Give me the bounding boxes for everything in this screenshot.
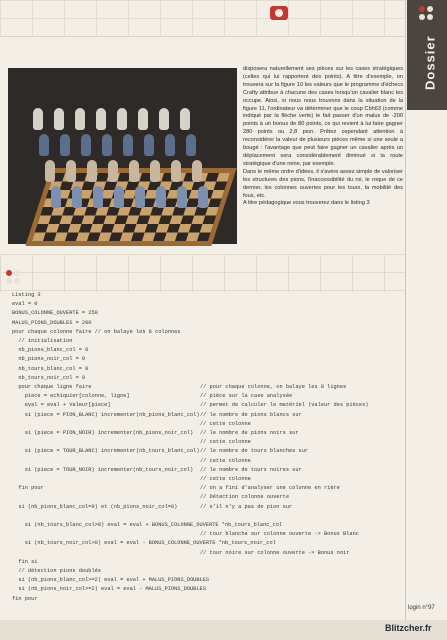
chess-piece-icon xyxy=(198,186,208,208)
code-comment: // pour chaque colonne, on balaye les 8 lignes xyxy=(200,384,347,390)
code-line: BONUS_COLONNE_OUVERTE = 250 xyxy=(12,310,98,317)
page-number: login n°97 xyxy=(408,605,435,611)
code-comment: // cette colonne xyxy=(200,457,251,464)
code-line: si (piece = PION_BLANC) incrementer(nb_pions_blanc_col) xyxy=(12,411,200,418)
code-line: nb_tours_noir_col = 0 xyxy=(12,374,86,381)
dots-logo-icon xyxy=(419,6,435,22)
code-listing xyxy=(12,292,402,610)
chess-piece-icon xyxy=(135,186,145,208)
code-line: si (nb_pions_blanc_col=0) et (nb_pions_noir_col=0) xyxy=(12,503,178,510)
margin-rule xyxy=(405,0,406,640)
code-comment: // le nombre de pions blancs sur xyxy=(200,411,302,418)
code-line: si (piece = TOUR_BLANC) incrementer(nb_tours_blanc_col) xyxy=(12,448,200,455)
chess-piece-icon xyxy=(87,160,97,182)
dots-logo-icon xyxy=(6,270,22,286)
code-line: nb_pions_blanc_col = 0 xyxy=(12,347,89,354)
code-comment: // tour blanche sur colonne ouverte -> Bonus Blanc xyxy=(200,531,359,538)
code-comment: // cette colonne xyxy=(200,420,251,427)
code-line: fin si xyxy=(12,558,38,565)
code-comment: // on a fini d'analyser une colonne en rière xyxy=(200,485,340,492)
code-comment: // Détection colonne ouverte xyxy=(200,494,290,501)
code-comment: // pièce sur la case analysée xyxy=(200,393,293,400)
photo-caption: L'algorithme alpha-beta se supporte pas de fontaisie. xyxy=(36,302,130,307)
chess-piece-icon xyxy=(117,108,127,130)
code-comment: // cette colonne xyxy=(200,476,251,482)
dot-icon xyxy=(427,14,433,20)
code-line: fin pour xyxy=(12,485,44,492)
chess-piece-icon xyxy=(96,108,106,130)
chess-piece-icon xyxy=(129,160,139,182)
code-line: // détection pions doublés xyxy=(12,568,102,574)
dot-icon xyxy=(419,14,425,20)
chess-piece-icon xyxy=(138,108,148,130)
footer-bar xyxy=(0,620,447,640)
code-comment: // tour noire sur colonne ouverte -> Bonus noir xyxy=(200,549,350,556)
chess-piece-icon xyxy=(51,186,61,208)
code-line: pour chaque ligne faire xyxy=(12,384,92,390)
chess-piece-icon xyxy=(171,160,181,182)
section-band xyxy=(0,254,405,292)
dot-icon xyxy=(419,6,425,12)
code-line: eval = eval + Valeur[piece] xyxy=(12,402,111,409)
red-badge-icon xyxy=(270,6,288,20)
article-text xyxy=(243,66,403,208)
code-line: nb_pions_noir_col = 0 xyxy=(12,356,86,363)
section-tab xyxy=(407,0,447,110)
chess-piece-icon xyxy=(114,186,124,208)
code-comment: // le nombre de tours noires sur xyxy=(200,466,302,473)
chess-piece-icon xyxy=(66,160,76,182)
article-paragraph: A titre pédagogique vous trouverez dans le listing 3 xyxy=(243,200,370,207)
article-paragraph: Dans le même ordre d'idées, il s'avère assez simple de valoriser les structures des pions, l'inaccessibilité du roi, le roque de ce dernier, les colonnes ouvertes pour les tours, la mobilité des fous, etc. xyxy=(243,168,403,199)
chess-pieces-image xyxy=(33,108,223,228)
section-title: Dossier xyxy=(422,35,438,91)
chess-piece-icon xyxy=(192,160,202,182)
chess-piece-icon xyxy=(186,134,196,156)
chess-piece-icon xyxy=(60,134,70,156)
code-line: si (piece = TOUR_NOIR) incrementer(nb_tours_noir_col) xyxy=(12,466,194,473)
chess-piece-icon xyxy=(45,160,55,182)
code-line: si (piece = PION_NOIR) incrementer(nb_pions_noir_col) xyxy=(12,430,194,436)
code-comment: // s'il n'y a pas de pion sur xyxy=(200,503,293,510)
code-comment: // permet de calculer le matériel (valeur des pièces) xyxy=(200,402,369,409)
code-line: si (nb_pions_noir_col>=2) eval = eval - MALUS_PIONS_DOUBLES xyxy=(12,586,206,593)
code-comment: // le nombre de tours blanches sur xyxy=(200,448,309,455)
chess-piece-icon xyxy=(123,134,133,156)
code-line: MALUS_PIONS_DOUBLES = 200 xyxy=(12,319,92,326)
chess-piece-icon xyxy=(144,134,154,156)
chess-piece-icon xyxy=(177,186,187,208)
chess-piece-icon xyxy=(156,186,166,208)
code-line: si (nb_tours_blanc_col>0) eval = eval + BONUS_COLONNE_OUVERTE *nb_tours_blanc_col xyxy=(12,522,283,528)
chess-piece-icon xyxy=(108,160,118,182)
code-line: piece = echiquier[colonne, ligne] xyxy=(12,393,130,400)
dot-icon xyxy=(14,270,20,276)
code-line: si (nb_tours_noir_col>0) eval = eval - BONUS_COLONNE_OUVERTE *nb_tours_noir_col xyxy=(12,540,276,547)
chess-piece-icon xyxy=(180,108,190,130)
code-line: Listing 3 xyxy=(12,292,41,298)
header-grid xyxy=(0,0,405,37)
code-comment: // cette colonne xyxy=(200,439,251,446)
chess-piece-icon xyxy=(75,108,85,130)
chess-piece-icon xyxy=(150,160,160,182)
code-line: pour chaque colonne faire // on balaye les 8 colonnes xyxy=(12,328,181,335)
chess-piece-icon xyxy=(81,134,91,156)
chess-piece-icon xyxy=(102,134,112,156)
code-line: si (nb_pions_blanc_col>=2) eval = eval + MALUS_PIONS_DOUBLES xyxy=(12,577,210,584)
chess-piece-icon xyxy=(93,186,103,208)
watermark: Blitzcher.fr xyxy=(385,623,432,633)
code-comment: // le nombre de pions noirs sur xyxy=(200,430,299,436)
dot-icon xyxy=(427,6,433,12)
dot-icon xyxy=(14,278,20,284)
chess-piece-icon xyxy=(33,108,43,130)
code-line: fin pour xyxy=(12,595,38,602)
code-line: eval = 0 xyxy=(12,301,38,308)
chess-piece-icon xyxy=(159,108,169,130)
chess-piece-icon xyxy=(54,108,64,130)
code-line: nb_tours_blanc_col = 0 xyxy=(12,365,89,372)
article-paragraph: disposera naturellement ses pièces sur les cases stratégiques (celles qui lui rapportent des points). A titre d'exemple, on trouvera sur la figure 10 les valeurs que le programme d'échecs Crafty attribue à chacune des cases lorsqu'un cavalier blanc les occupe. Ainsi, si nous nous trouvons dans la situation de la figure 11, l'ordinateur va déterminer que le coup Cbh63 (comme indiqué par la flèche verte) le fait passer d'un malus de -200 points à un bonus de 80 points, ce qui revient à lui faire gagner 280 points ou 2,8 pion. Prêtez cependant attention à reconsidérer la valeur de plusieurs pièces même si une seule a bougé : l'avantage que peut faire gagner un cavalier après un déplacement sera considérablement diminué si la route stratégique d'une reine, par exemple. xyxy=(243,66,403,167)
code-line: // initialisation xyxy=(12,338,73,344)
dot-icon xyxy=(6,278,12,284)
chess-piece-icon xyxy=(165,134,175,156)
chess-piece-icon xyxy=(72,186,82,208)
chess-piece-icon xyxy=(39,134,49,156)
dot-icon xyxy=(6,270,12,276)
